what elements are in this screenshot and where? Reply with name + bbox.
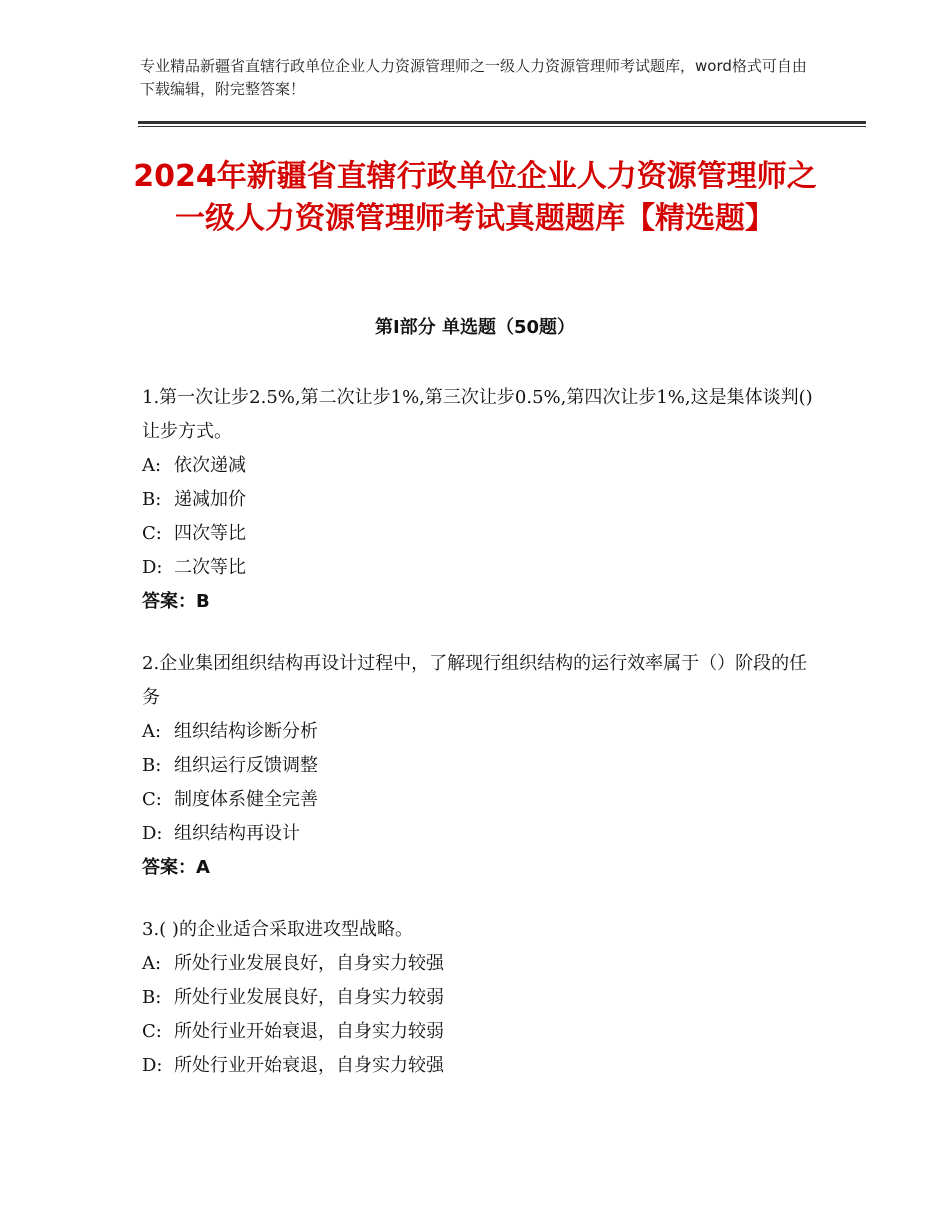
option-text: 所处行业发展良好，自身实力较弱	[174, 987, 444, 1008]
option-text: 组织运行反馈调整	[174, 755, 318, 776]
option-c	[142, 1015, 822, 1049]
option-b	[142, 483, 822, 517]
option-letter: C:	[142, 523, 162, 544]
option-letter: A:	[142, 721, 162, 742]
option-d	[142, 1049, 822, 1083]
option-letter: D:	[142, 1055, 163, 1076]
option-text: 所处行业开始衰退，自身实力较弱	[174, 1021, 444, 1042]
option-text: 所处行业发展良好，自身实力较强	[174, 953, 444, 974]
option-letter: D:	[142, 823, 163, 844]
question-list	[142, 381, 822, 1111]
question-1	[142, 381, 822, 619]
option-letter: C:	[142, 1021, 162, 1042]
header-note: 专业精品新疆省直辖行政单位企业人力资源管理师之一级人力资源管理师考试题库，word格式可自由下载编辑，附完整答案！	[140, 57, 807, 98]
question-stem: 3.( )的企业适合采取进攻型战略。	[142, 919, 413, 940]
answer-line: 答案：A	[142, 857, 210, 878]
option-b	[142, 749, 822, 783]
option-letter: C:	[142, 789, 162, 810]
question-3	[142, 913, 822, 1083]
option-text: 所处行业开始衰退，自身实力较强	[174, 1055, 444, 1076]
option-letter: B:	[142, 755, 162, 776]
option-a	[142, 947, 822, 981]
question-2	[142, 647, 822, 885]
option-d	[142, 551, 822, 585]
option-b	[142, 981, 822, 1015]
option-text: 组织结构再设计	[174, 823, 300, 844]
question-stem: 2.企业集团组织结构再设计过程中，了解现行组织结构的运行效率属于（）阶段的任务	[142, 653, 808, 708]
option-c	[142, 517, 822, 551]
option-a	[142, 449, 822, 483]
question-stem: 1.第一次让步2.5%,第二次让步1%,第三次让步0.5%,第四次让步1%,这是集体谈判()让步方式。	[142, 387, 813, 442]
option-letter: A:	[142, 953, 162, 974]
option-text: 二次等比	[174, 557, 246, 578]
option-c	[142, 783, 822, 817]
option-d	[142, 817, 822, 851]
option-a	[142, 715, 822, 749]
option-text: 依次递减	[174, 455, 246, 476]
header-rule-thin	[138, 126, 866, 127]
document-title: 2024年新疆省直辖行政单位企业人力资源管理师之一级人力资源管理师考试真题题库【精选题】	[133, 159, 817, 236]
option-letter: A:	[142, 455, 162, 476]
option-letter: B:	[142, 489, 162, 510]
answer-line: 答案：B	[142, 591, 210, 612]
option-text: 组织结构诊断分析	[174, 721, 318, 742]
section-title: 第Ⅰ部分 单选题（50题）	[374, 317, 575, 338]
option-text: 制度体系健全完善	[174, 789, 318, 810]
option-text: 递减加价	[174, 489, 246, 510]
option-letter: D:	[142, 557, 163, 578]
header-rule-thick	[138, 121, 866, 124]
option-letter: B:	[142, 987, 162, 1008]
option-text: 四次等比	[174, 523, 246, 544]
